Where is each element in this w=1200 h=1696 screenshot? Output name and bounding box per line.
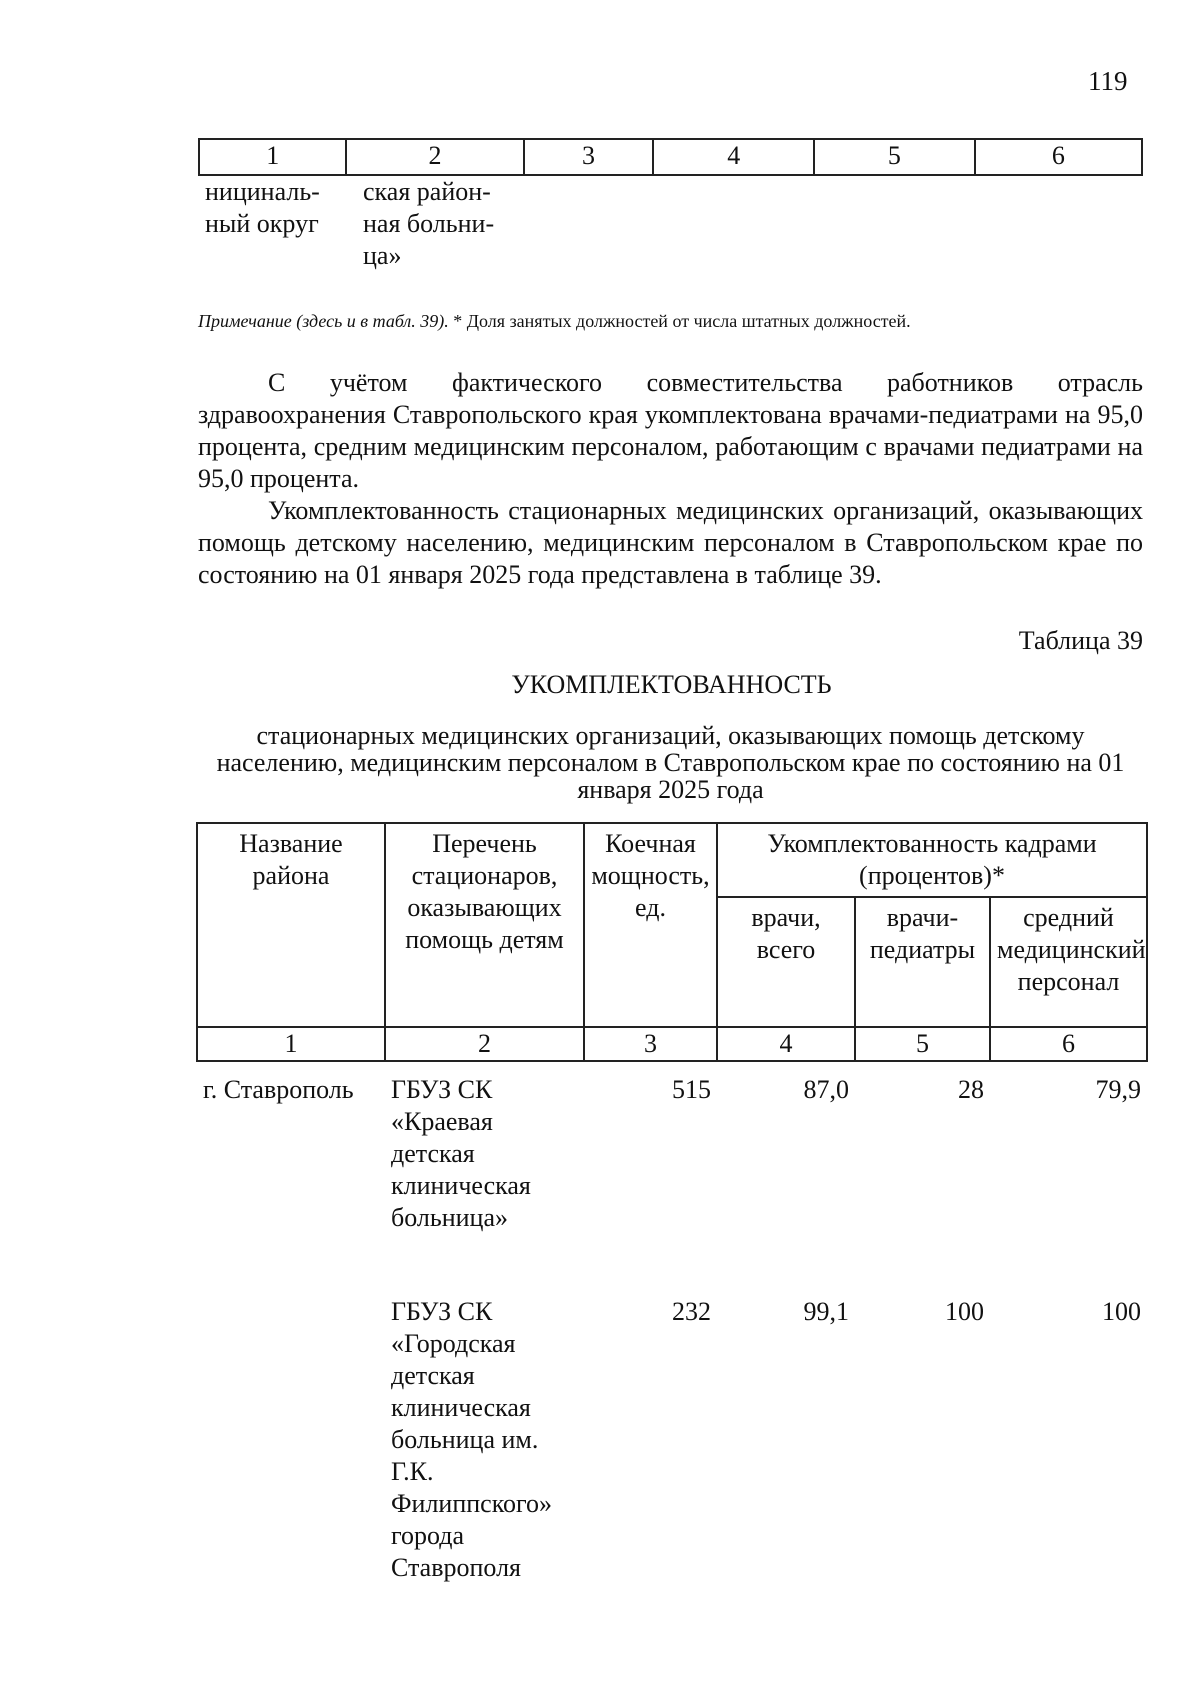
header-district: Название района — [197, 823, 385, 1027]
note-text: * Доля занятых должностей от числа штатных должностей. — [453, 311, 911, 331]
column-number: 1 — [197, 1027, 385, 1061]
paragraph-text: С учётом фактического совместительства работников отрасль здравоохранения Ставропольского края укомплектована врачами-педиатрами на 95,0 процента, средним медицинским персоналом, работающим с врачами педиатрами на 95,0 процента. — [198, 368, 1143, 493]
table-row — [197, 1061, 1147, 1234]
column-number: 5 — [855, 1027, 990, 1061]
pediatricians-cell: 28 — [958, 1075, 984, 1104]
table-note — [198, 311, 911, 332]
column-number: 6 — [990, 1027, 1147, 1061]
column-number: 3 — [524, 139, 654, 175]
column-number: 4 — [717, 1027, 855, 1061]
hospital-cell: ГБУЗ СК «Городская детская клиническая больница им. Г.К. Филиппского» города Ставрополя — [391, 1297, 553, 1582]
district-cell: г. Ставрополь — [203, 1075, 354, 1104]
pediatricians-cell: 100 — [945, 1297, 984, 1326]
page-number: 119 — [1088, 66, 1128, 96]
table-label: Таблица 39 — [1018, 626, 1143, 655]
header-beds: Коечная мощность, ед. — [584, 823, 717, 1027]
header-nurses: средний медицинский персонал — [990, 897, 1147, 1027]
note-label: Примечание (здесь и в табл. 39). — [198, 311, 449, 331]
column-number: 6 — [975, 139, 1142, 175]
nurses-cell: 79,9 — [1095, 1075, 1141, 1104]
column-number: 2 — [346, 139, 523, 175]
paragraph-table-intro — [198, 495, 1143, 591]
beds-cell: 232 — [672, 1297, 711, 1326]
doctors-total-cell: 99,1 — [803, 1297, 849, 1326]
doctors-total-cell: 87,0 — [803, 1075, 849, 1104]
header-staffing: Укомплектованность кадрами (процентов)* — [717, 823, 1147, 897]
hospital-cell: ГБУЗ СК «Краевая детская клиническая больница» — [391, 1075, 531, 1232]
table-subtitle: стационарных медицинских организаций, оказывающих помощь детскому населению, медицинским персоналом в Ставропольском крае по состоянию на 01 января 2025 года — [216, 721, 1125, 804]
table-row — [197, 1284, 1147, 1584]
paragraph-staffing-summary — [198, 367, 1143, 495]
table-title: УКОМПЛЕКТОВАННОСТЬ — [511, 670, 832, 699]
nurses-cell: 100 — [1102, 1297, 1141, 1326]
continuation-district: нициналь- ный округ — [205, 177, 320, 238]
staffing-table — [196, 822, 1148, 1584]
continuation-hospital: ская район- ная больни- ца» — [363, 177, 495, 270]
continuation-table — [198, 138, 1143, 176]
paragraph-text: Укомплектованность стационарных медицинских организаций, оказывающих помощь детскому населению, медицинским персоналом в Ставропольском крае по состоянию на 01 января 2025 года представлена в таблице 39. — [198, 496, 1143, 589]
column-number: 1 — [199, 139, 346, 175]
header-hospitals: Перечень стационаров, оказывающих помощь детям — [385, 823, 584, 1027]
column-number: 2 — [385, 1027, 584, 1061]
district-cell — [197, 1284, 385, 1584]
column-numbers-row — [197, 1027, 1147, 1061]
column-number: 5 — [814, 139, 975, 175]
continuation-column-numbers — [199, 139, 1142, 175]
header-pediatricians: врачи-педиатры — [855, 897, 990, 1027]
column-number: 4 — [653, 139, 814, 175]
beds-cell: 515 — [672, 1075, 711, 1104]
column-number: 3 — [584, 1027, 717, 1061]
header-doctors-total: врачи, всего — [717, 897, 855, 1027]
